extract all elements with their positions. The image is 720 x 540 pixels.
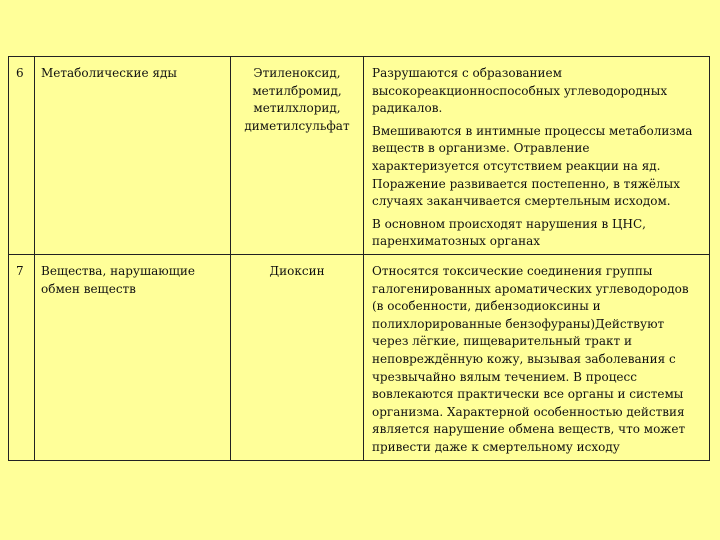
description-line: является нарушение обмена веществ, что может bbox=[372, 422, 686, 437]
description-line: высокореакционноспособных углеводородных bbox=[372, 83, 668, 98]
description-line: Поражение развивается постепенно, в тяжёлых bbox=[372, 176, 680, 191]
substance-line: Диоксин bbox=[269, 264, 325, 278]
substance-line: метилбромид, bbox=[252, 83, 342, 98]
description-line: чрезвычайно вялым течением. В процесс bbox=[372, 369, 637, 384]
row-number-cell bbox=[9, 57, 35, 254]
substance-line: метилхлорид, bbox=[253, 101, 341, 116]
description-line: Разрушаются с образованием bbox=[372, 66, 562, 80]
description-line: Вмешиваются в интимные процессы метаболизма bbox=[372, 123, 693, 138]
description-line: через лёгкие, пищеварительный тракт и bbox=[372, 334, 632, 349]
description-line: вовлекаются практически все органы и системы bbox=[372, 387, 684, 402]
description-paragraph bbox=[372, 263, 697, 457]
description-paragraph bbox=[372, 65, 697, 118]
row-number: 6 bbox=[16, 66, 24, 80]
description-line: полихлорированные бензофураны)Действуют bbox=[372, 316, 665, 331]
description-line: галогенированных ароматических углеводородов bbox=[372, 281, 689, 296]
description-line: неповреждённую кожу, вызывая заболевания с bbox=[372, 351, 676, 366]
description-line: радикалов. bbox=[372, 101, 443, 116]
poison-group-name-line: Вещества, нарушающие bbox=[41, 264, 195, 278]
description-paragraph bbox=[372, 216, 697, 251]
description-paragraph bbox=[372, 123, 697, 211]
description-cell bbox=[364, 57, 709, 254]
description-line: случаях заканчивается смертельным исходом. bbox=[372, 194, 671, 209]
substances-cell bbox=[231, 57, 364, 254]
substances-cell bbox=[231, 255, 364, 460]
description-line: характеризуется отсутствием реакции на яд. bbox=[372, 158, 661, 173]
description-line: организма. Характерной особенностью действия bbox=[372, 404, 685, 419]
description-line: (в особенности, дибензодиоксины и bbox=[372, 299, 601, 314]
row-number: 7 bbox=[16, 264, 24, 278]
table-row bbox=[9, 255, 709, 460]
table-row bbox=[9, 57, 709, 255]
description-line: В основном происходят нарушения в ЦНС, bbox=[372, 216, 646, 231]
poisons-table bbox=[8, 56, 710, 461]
description-line: веществ в организме. Отравление bbox=[372, 141, 590, 156]
poison-group-cell bbox=[35, 255, 231, 460]
description-line: Относятся токсические соединения группы bbox=[372, 264, 653, 278]
description-line: паренхиматозных органах bbox=[372, 234, 540, 249]
substance-line: Этиленоксид, bbox=[253, 66, 341, 80]
poison-group-name-line: Метаболические яды bbox=[41, 66, 177, 80]
poison-group-cell bbox=[35, 57, 231, 254]
poison-group-name-line: обмен веществ bbox=[41, 281, 136, 296]
row-number-cell bbox=[9, 255, 35, 460]
description-line: привести даже к смертельному исходу bbox=[372, 439, 620, 454]
substance-line: диметилсульфат bbox=[244, 118, 350, 133]
description-cell bbox=[364, 255, 709, 460]
